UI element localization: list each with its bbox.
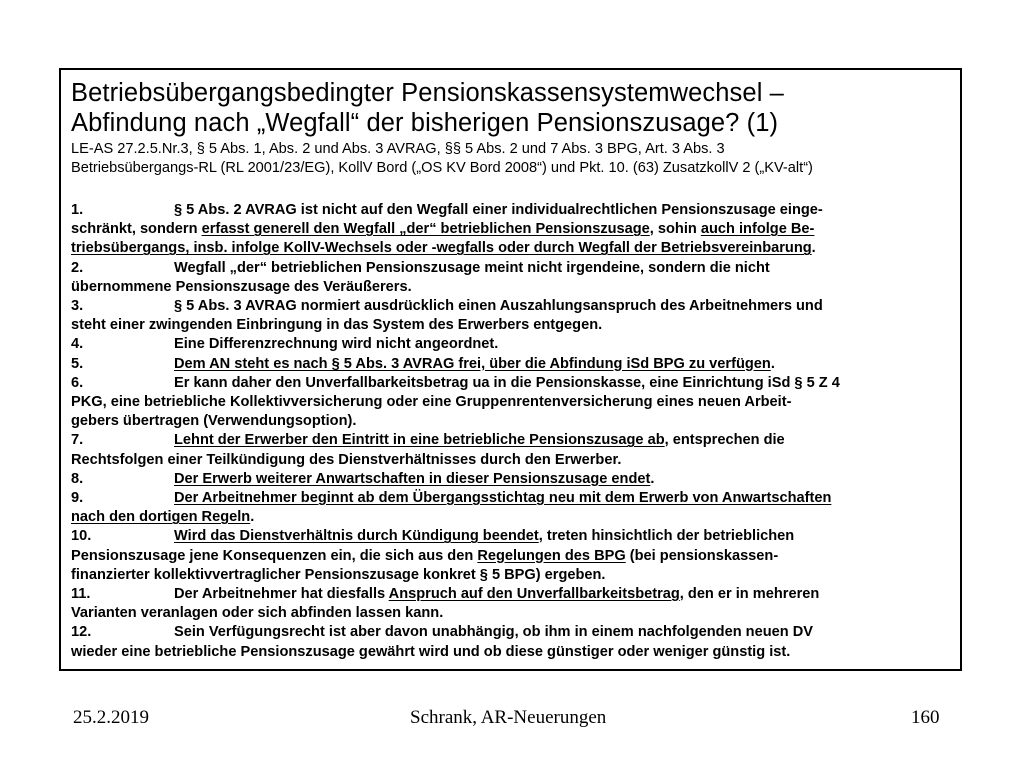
item-text: Sein Verfügungsrecht ist aber davon unabhängig, ob ihm in einem nachfolgenden neuen DV xyxy=(174,624,813,641)
reference-line-1: LE-AS 27.2.5.Nr.3, § 5 Abs. 1, Abs. 2 und Abs. 3 AVRAG, §§ 5 Abs. 2 und 7 Abs. 3 BPG, Art. 3 Abs. 3 xyxy=(71,141,725,157)
item-number: 5. xyxy=(71,355,84,372)
slide-content-box xyxy=(59,68,962,671)
item-number: 8. xyxy=(71,470,84,487)
list-item-8 xyxy=(71,470,950,489)
item-text: , entsprechen die xyxy=(664,432,785,449)
item-text-underlined: Lehnt der Erwerber den Eintritt in eine betriebliche Pensionszusage ab xyxy=(174,432,665,449)
item-number: 12. xyxy=(71,624,92,641)
item-number: 2. xyxy=(71,259,84,276)
item-text-underlined: Der Arbeitnehmer beginnt ab dem Übergangsstichtag neu mit dem Erwerb von Anwartschaften xyxy=(174,490,832,507)
item-text: . xyxy=(250,509,255,526)
item-number: 11. xyxy=(71,586,91,603)
item-text: steht einer zwingenden Einbringung in das System des Erwerbers entgegen. xyxy=(71,317,603,334)
item-text: finanzierter kollektivvertraglicher Pensionszusage konkret § 5 BPG) ergeben. xyxy=(71,566,606,583)
item-text: , treten hinsichtlich der betrieblichen xyxy=(538,528,795,545)
list-item-2 xyxy=(71,259,950,278)
item-text: Pensionszusage jene Konsequenzen ein, die sich aus den xyxy=(71,547,478,564)
item-text-underlined: Wird das Dienstverhältnis durch Kündigung beendet xyxy=(174,528,539,545)
item-text: . xyxy=(811,240,816,257)
item-text: Varianten veranlagen oder sich abfinden lassen kann. xyxy=(71,605,444,622)
item-number: 6. xyxy=(71,374,84,391)
item-number: 10. xyxy=(71,528,92,545)
item-text: . xyxy=(770,355,775,372)
reference-line-2: Betriebsübergangs-RL (RL 2001/23/EG), KollV Bord („OS KV Bord 2008“) und Pkt. 10. (63) ZusatzkollV 2 („KV-alt“) xyxy=(71,160,813,176)
item-text: Eine Differenzrechnung wird nicht angeordnet. xyxy=(174,336,499,353)
numbered-list xyxy=(71,201,950,662)
footer-author: Schrank, AR-Neuerungen xyxy=(410,707,607,728)
item-text: , sohin xyxy=(649,221,701,238)
item-text: (bei pensionskassen- xyxy=(625,547,779,564)
item-text-underlined: Der Erwerb weiterer Anwartschaften in dieser Pensionszusage endet xyxy=(174,470,651,487)
item-text: . xyxy=(650,470,655,487)
list-item-1 xyxy=(71,201,950,220)
legal-references xyxy=(71,140,950,178)
item-text: Wegfall „der“ betrieblichen Pensionszusage meint nicht irgendeine, sondern die nicht xyxy=(174,259,770,276)
item-text: wieder eine betriebliche Pensionszusage gewährt wird und ob diese günstiger oder weniger günstig ist. xyxy=(71,643,791,660)
item-number: 3. xyxy=(71,298,84,315)
footer-page-number: 160 xyxy=(911,707,940,728)
list-item-12 xyxy=(71,623,950,642)
item-text: Er kann daher den Unverfallbarkeitsbetrag ua in die Pensionskasse, eine Einrichtung iSd § 5 Z 4 xyxy=(174,374,840,391)
item-text-underlined: Anspruch auf den Unverfallbarkeitsbetrag xyxy=(388,586,680,603)
item-text: schränkt, sondern xyxy=(71,221,202,238)
item-text: Rechtsfolgen einer Teilkündigung des Dienstverhältnisses durch den Erwerber. xyxy=(71,451,622,468)
list-item-5 xyxy=(71,355,950,374)
list-item-7 xyxy=(71,431,950,450)
item-text: § 5 Abs. 2 AVRAG ist nicht auf den Wegfall einer individualrechtlichen Pensionszusage einge- xyxy=(174,202,823,218)
item-text: gebers übertragen (Verwendungsoption). xyxy=(71,413,357,430)
item-number: 4. xyxy=(71,336,84,353)
slide-title-line-2: Abfindung nach „Wegfall“ der bisherigen Pensionszusage? (1) xyxy=(71,109,779,137)
item-text: übernommene Pensionszusage des Veräußerers. xyxy=(71,278,412,295)
item-text-underlined: auch infolge Be- xyxy=(700,221,815,238)
list-item-10 xyxy=(71,527,950,546)
item-text-underlined: Dem AN steht es nach § 5 Abs. 3 AVRAG frei, über die Abfindung iSd BPG zu verfügen xyxy=(174,355,771,372)
item-number: 9. xyxy=(71,490,84,507)
list-item-6 xyxy=(71,374,950,393)
list-item-9 xyxy=(71,489,950,508)
list-item-11 xyxy=(71,585,950,604)
item-text-underlined: nach den dortigen Regeln xyxy=(71,509,251,526)
item-text-underlined: triebsübergangs, insb. infolge KollV-Wechsels oder -wegfalls oder durch Wegfall der Betriebsvereinbarung xyxy=(71,240,812,257)
item-text: , den er in mehreren xyxy=(679,586,820,603)
item-number: 1. xyxy=(71,202,84,218)
list-item-4 xyxy=(71,335,950,354)
item-text: PKG, eine betriebliche Kollektivversicherung oder eine Gruppenrentenversicherung eines neuen Arbeit- xyxy=(71,394,792,411)
item-text-underlined: Regelungen des BPG xyxy=(477,547,626,564)
item-text: Der Arbeitnehmer hat diesfalls xyxy=(174,586,389,603)
list-item-3 xyxy=(71,297,950,316)
item-number: 7. xyxy=(71,432,84,449)
slide-title-line-1: Betriebsübergangsbedingter Pensionskassensystemwechsel – xyxy=(71,79,784,107)
footer-date: 25.2.2019 xyxy=(73,707,149,728)
item-text: § 5 Abs. 3 AVRAG normiert ausdrücklich einen Auszahlungsanspruch des Arbeitnehmers und xyxy=(174,298,823,315)
item-text-underlined: erfasst generell den Wegfall „der“ betrieblichen Pensionszusage xyxy=(201,221,650,238)
